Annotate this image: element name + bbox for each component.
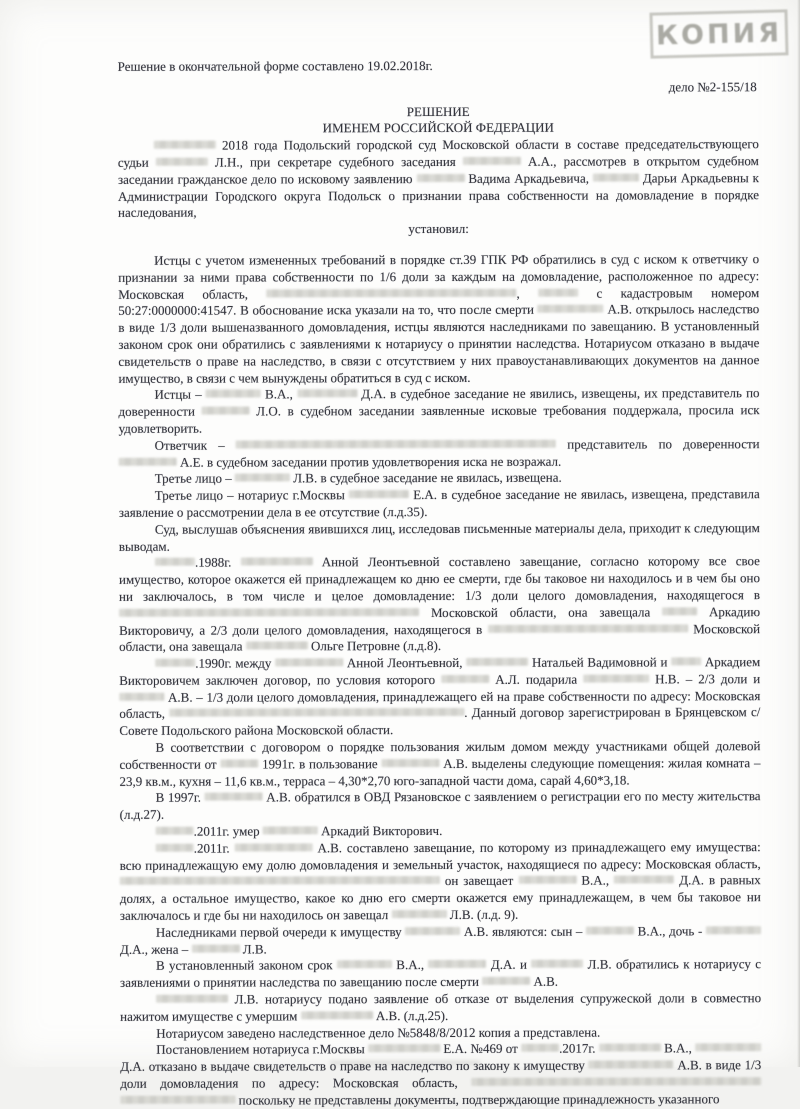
redaction-mark [275, 658, 343, 666]
paragraph: .2011г. умер Аркадий Викторович. [120, 822, 761, 840]
redaction-mark [441, 675, 489, 683]
document-title [118, 103, 759, 138]
paragraph: .2011г. А.В. составлено завещание, по которому из принадлежащего ему имущества: всю принадлежащую ему долю домовладения и земельный участок, находящиеся по адресу: Московская область, он завещает В.А., Д.А. в равных долях, а остальное имущество, какое ко дню его смерти окажется ему принадлежащем, в чем бы таковое ни заключалось и где бы ни находилось он завещал Л.В. (л.д. 9). [119, 839, 761, 923]
redaction-mark [599, 1044, 661, 1052]
case-number: дело №2-155/18 [668, 78, 757, 95]
redaction-mark [169, 708, 464, 717]
redaction-mark [381, 759, 439, 767]
document-content [118, 57, 762, 1109]
redaction-mark [416, 174, 464, 182]
paragraph: Третье лицо – нотариус г.Москвы Е.А. в судебное заседание не явилась, извещена, представила заявление о рассмотрении дела в ее отсутствие (л.д.35). [118, 486, 760, 520]
redaction-mark [297, 390, 357, 398]
redaction-mark [671, 657, 701, 665]
redaction-mark [246, 642, 308, 650]
paragraph: Истцы с учетом измененных требований в порядке ст.39 ГПК РФ обратились в суд с иском к ответчику о признании за ними права собственности по 1/6 доли за каждым на домовладение, расположенное по адресу: Московская область, , с кадастровым номером 50:27:0000000:41547. В обоснование иска указали на то, что после смерти А.В. открылось наследство в виде 1/3 доли вышеназванного домовладения, истцы являются наследниками по завещанию. В установленный законом срок они обратились с заявлениями к нотариусу о принятии наследства. Нотариусом отказано в выдаче свидетельств о праве на наследство, в связи с отсутствием у них правоустанавливающих документов на данное имущество, в связи с чем вынуждены обратиться в суд с иском. [118, 251, 760, 386]
redaction-mark [614, 876, 674, 884]
redaction-mark [156, 158, 208, 166]
redaction-mark [236, 439, 556, 448]
paragraph: установил: [408, 221, 469, 237]
redaction-mark [466, 658, 528, 666]
redaction-mark [156, 844, 194, 852]
redaction-mark [706, 926, 761, 934]
paragraph: .1988г. Анной Леонтьевной составлено завещание, согласно которому все свое имущество, которое окажется ей принадлежащем ко дню ее смерти, где бы таковое ни находилось и в чем бы оно ни заключалось, в том числе и целое домовладение: 1/3 доли целого домовладения, находящегося в Московской области, она завещала Аркадию Викторовичу, а 2/3 доли целого домовладения, находящегося в Московской области, она завещала Ольге Петровне (л.д.8). [118, 553, 761, 655]
paragraph: Ответчик – представитель по доверенности А.Е. в судебном заседании против удовлетворения иска не возражал. [119, 436, 760, 471]
redaction-mark [586, 926, 634, 934]
redaction-mark [156, 995, 228, 1003]
redaction-mark [521, 1044, 559, 1052]
redaction-mark [202, 407, 250, 415]
finalized-date-line: Решение в окончательной форме составлено 19.02.2018г. [117, 58, 433, 74]
paragraph: Постановлением нотариуса г.Москвы Е.А. №469 от .2017г. В.А., Д.А. отказано в выдаче свидетельств о праве на наследство по закону к имуществу А.В. в виде 1/3 доли домовладения по адресу: Московская область, поскольку не представлены документы, подтверждающие принадлежность указанного [120, 1040, 762, 1108]
redaction-mark [119, 457, 177, 465]
paragraph: Нотариусом заведено наследственное дело №5848/8/2012 копия а представлена. [156, 1024, 601, 1041]
title-line-1: РЕШЕНИЕ [406, 103, 470, 119]
redaction-mark [205, 793, 263, 801]
redaction-mark [155, 558, 195, 566]
redaction-mark [488, 624, 688, 633]
redaction-mark [482, 977, 530, 985]
redaction-mark [156, 827, 194, 835]
document-body [118, 136, 762, 1109]
redaction-mark [593, 173, 639, 181]
redaction-mark [241, 558, 313, 566]
redaction-mark [119, 608, 419, 617]
redaction-mark [119, 692, 164, 700]
title-line-2: ИМЕНЕМ РОССИЙСКОЙ ФЕДЕРАЦИИ [322, 120, 554, 136]
redaction-mark [695, 1044, 761, 1052]
redaction-mark [518, 876, 576, 884]
redaction-mark [301, 1011, 373, 1019]
redaction-mark [154, 141, 216, 149]
redaction-mark [589, 1061, 674, 1069]
paragraph: Суд, выслушав объяснения явившихся лиц, исследовав письменные материалы дела, приходит к следующим выводам. [118, 519, 760, 554]
redaction-mark [538, 288, 578, 296]
redaction-mark [583, 674, 649, 682]
redaction-mark [349, 490, 409, 498]
paragraph: 2018 года Подольский городской суд Московской области в составе председательствующего судьи Л.Н., при секретаре судебного заседания А.А., рассмотрев в открытом судебном заседании гражданское дело по исковому заявлению Вадима Аркадьевича, Дарьи Аркадьевны к Администрации Городского округа Подольск о признании права собственности на домовладение в порядке наследования, [117, 136, 760, 221]
paragraph: Наследниками первой очереди к имуществу А.В. являются: сын – В.А., дочь - Д.А., жена – Л.В. [120, 923, 761, 958]
redaction-mark [155, 659, 195, 667]
paragraph: Истцы – В.А., Д.А. в судебное заседание не явились, извещены, их представитель по доверенности Л.О. в судебном заседании заявленные исковые требования поддержала, просила иск удовлетворить. [118, 385, 760, 436]
redaction-mark [368, 1044, 440, 1052]
redaction-mark [531, 960, 583, 968]
redaction-mark [662, 607, 697, 615]
redaction-mark [428, 960, 486, 968]
paragraph: В установленный законом срок В.А., Д.А. и Л.В. обратились к нотариусу с заявлениями о принятии наследства по завещанию после смерти А.В. [120, 956, 762, 991]
redaction-mark [463, 157, 521, 165]
redaction-mark [192, 944, 240, 952]
redaction-mark [234, 843, 312, 851]
redaction-mark [220, 759, 258, 767]
paragraph: В 1997г. А.В. обратился в ОВД Рязановское с заявлением о регистрации его по месту жительства (л.д.27). [119, 788, 761, 823]
redaction-mark [120, 876, 440, 885]
redaction-mark [538, 305, 604, 313]
redaction-mark [263, 826, 318, 834]
redaction-mark [235, 474, 290, 482]
redaction-mark [405, 927, 460, 935]
redaction-mark [392, 910, 447, 918]
copy-stamp [649, 9, 788, 58]
redaction-mark [120, 1095, 235, 1103]
redaction-mark [471, 1077, 761, 1086]
paragraph: Третье лицо – Л.В. в судебное заседание не явилась, извещена. [154, 470, 562, 487]
redaction-mark [337, 961, 392, 969]
redaction-mark [206, 390, 261, 398]
paragraph: Л.В. нотариусу подано заявление об отказе от выделения супружеской доли в совместно нажитом имуществе с умершим А.В. (л.д.25). [120, 990, 762, 1024]
redaction-mark [266, 288, 516, 297]
paragraph: В соответствии с договором о порядке пользования жилым домом между участниками общей долевой собственности от 1991г. в пользование А.В. выделены следующие помещения: жилая комната – 23,9 кв.м., кухня – 11,6 кв.м., терраса – 4,30*2,70 юго-западной части дома, сарай 4,60*3,18. [119, 738, 761, 789]
copy-stamp-text: КОПИЯ [655, 16, 783, 52]
paragraph: .1990г. между Анной Леонтьевной, Натальей Вадимовной и Аркадием Викторовичем заключен договор, по условия которого А.Л. подарила Н.В. – 2/3 доли и А.В. – 1/3 доли целого домовладения, принадлежащего ей на праве собственности по адресу: Московская область, . Данный договор зарегистрирован в Брянцевском с/Совете Подольского района Московской области. [119, 654, 761, 739]
